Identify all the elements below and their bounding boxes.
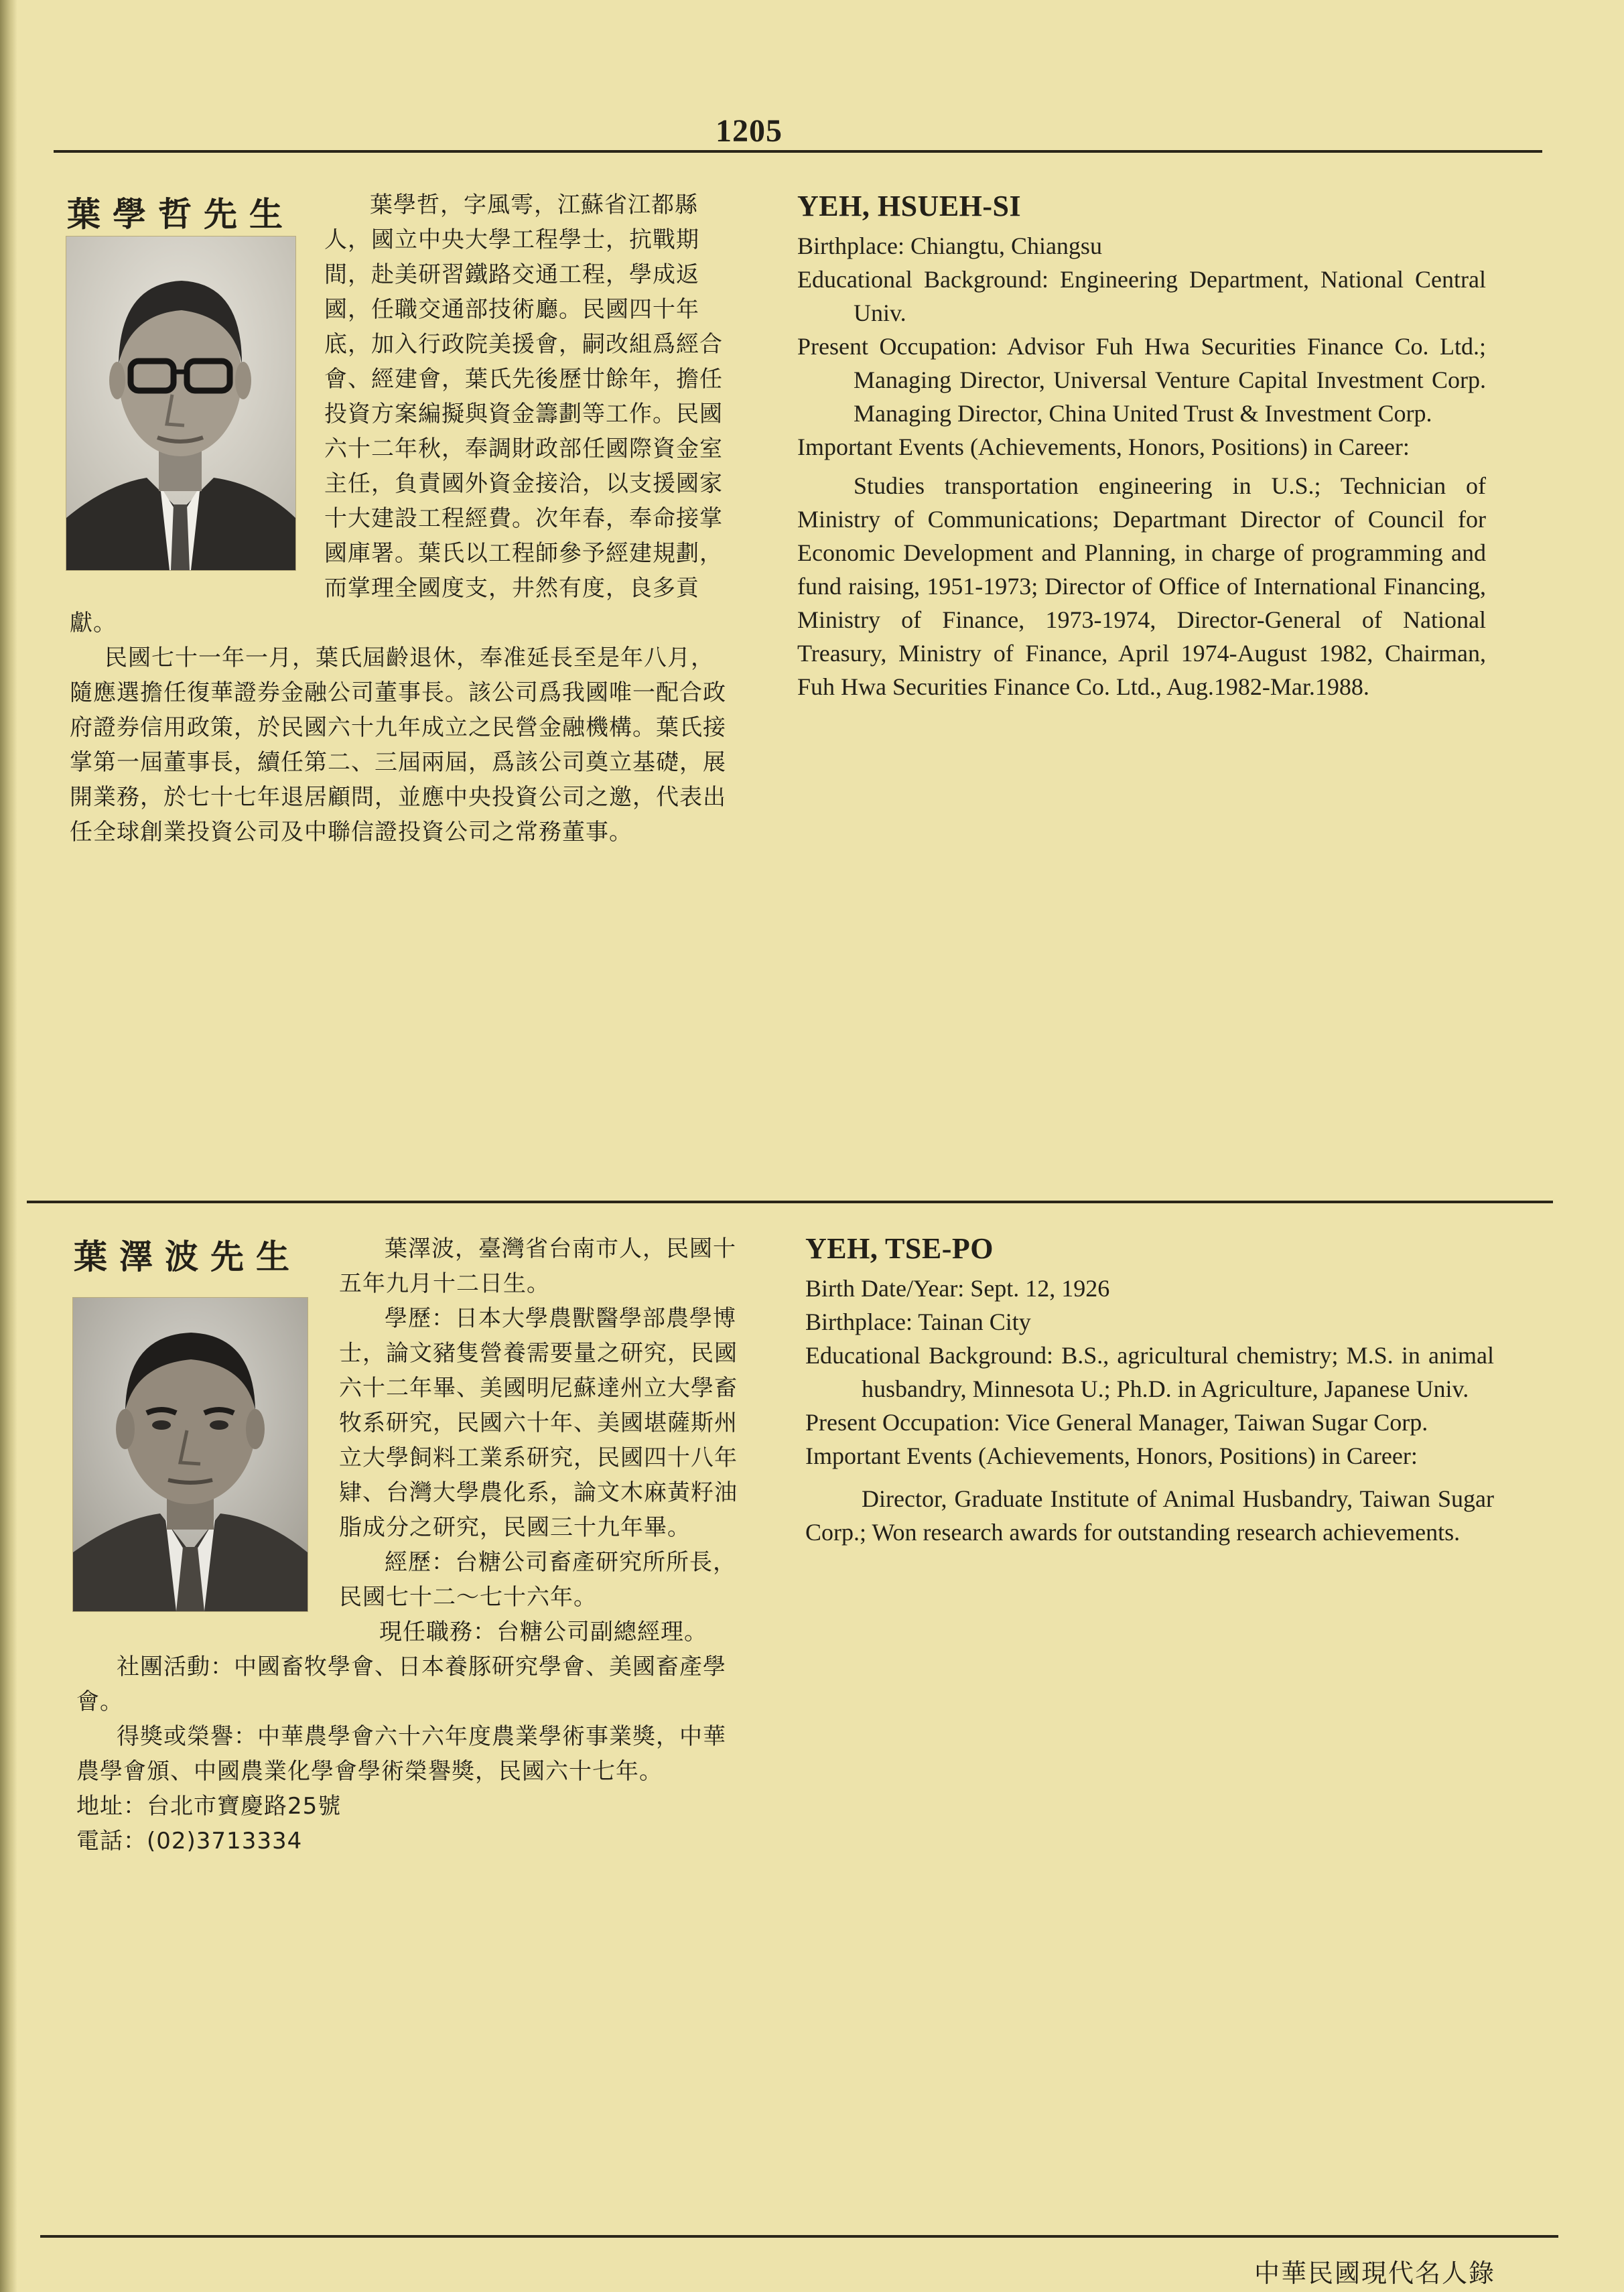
entry-1-name-cn: 葉學哲先生 [67,194,295,234]
entry-1-bio-para-2: 民國七十一年一月，葉氏屆齡退休，奉准延長至是年八月，隨應選擔任復華證券金融公司董事長。該公司爲我國唯一配合政府證券信用政策，於民國六十九年成立之民營金融機構。葉氏接掌第一屆董事長，續任第二、三屆兩屆，爲該公司奠立基礎，展開業務，於七十七年退居顧問，並應中央投資公司之邀，代表出任全球創業投資公司及中聯信證投資公司之常務董事。 [70,645,726,846]
entry-2-education: Educational Background: B.S., agricultural chemistry; M.S. in animal husbandry, Minnesota U.; Ph.D. in Agriculture, Japanese Univ. [805,1342,1494,1402]
entry-1-events: Studies transportation engineering in U.S.; Technician of Ministry of Communications; Departmant Director of Council for Economic Development and Planning, in charge of programming and fund raising, 1951-1973; Director of Office of International Financing, Ministry of Finance, 1973-1974, Director-General of National Treasury, Ministry of Finance, April 1974-August 1982, Chairman, Fuh Hwa Securities Finance Co. Ltd., Aug.1982-Mar.1988. [797,472,1486,700]
entry-2-address-cn: 地址：台北市寶慶路25號 [76,1793,342,1820]
entry-1-bio-para-1: 葉學哲，字風雩，江蘇省江都縣人，國立中央大學工程學士，抗戰期間，赴美研習鐵路交通工程，學成返國，任職交通部技術廳。民國四十年底，加入行政院美援會，嗣改組爲經合會、經建會，葉氏先後歷廿餘年，擔任投資方案編擬與資金籌劃等工作。民國六十二年秋，奉調財政部任國際資金室主任，負責國外資金接洽，以支援國家十大建設工程經費。次年春，奉命接掌國庫署。葉氏以工程師參予經建規劃，而掌理全國度支，井然有度，良多貢獻。 [70,192,723,636]
entry-2-name-cn: 葉澤波先生 [74,1237,301,1276]
entry-2-events: Director, Graduate Institute of Animal Husbandry, Taiwan Sugar Corp.; Won research awards for outstanding research achievements. [805,1485,1494,1546]
page-number: 1205 [716,113,783,149]
entry-2-awards-cn: 得獎或榮譽：中華農學會六十六年度農業學術事業獎，中華農學會頒、中國農業化學會學術榮譽獎，民國六十七年。 [76,1723,726,1785]
entry-2-occupation: Present Occupation: Vice General Manager, Taiwan Sugar Corp. [805,1409,1428,1436]
entry-divider [27,1201,1553,1203]
entry-1-events-heading: Important Events (Achievements, Honors, Positions) in Career: [797,433,1410,460]
entry-1-occupation: Present Occupation: Advisor Fuh Hwa Securities Finance Co. Ltd.; Managing Director, Universal Venture Capital Investment Corp. Managing Director, China United Trust & Investment Corp. [797,333,1486,427]
entry-1-bio-cn [70,188,737,850]
entry-1-name-en: YEH, HSUEH-SI [797,190,1022,222]
entry-1-birthplace: Birthplace: Chiangtu, Chiangsu [797,232,1102,259]
entry-2-birthplace: Birthplace: Tainan City [805,1308,1031,1335]
entry-2-education-cn: 學歷：日本大學農獸醫學部農學博士，論文豬隻營養需要量之研究，民國六十二年畢、美國明尼蘇達州立大學畜牧系研究，民國六十年、美國堪薩斯州立大學飼料工業系研究，民國四十八年肄、台灣大學農化系，論文木麻黃籽油脂成分之研究，民國三十九年畢。 [339,1305,738,1541]
entry-2-activities-cn: 社團活動：中國畜牧學會、日本養豚研究學會、美國畜產學會。 [76,1654,726,1715]
header-rule [54,150,1542,153]
entry-2-experience-cn: 經歷：台糖公司畜產研究所所長，民國七十二～七十六年。 [339,1549,736,1611]
entry-2-bio-cn [76,1231,744,1859]
entry-1-english [797,188,1486,703]
footer-rule [40,2235,1558,2238]
entry-1-education: Educational Background: Engineering Department, National Central Univ. [797,266,1486,326]
entry-2-position-cn: 現任職務：台糖公司副總經理。 [379,1619,707,1645]
entry-2-birthdate: Birth Date/Year: Sept. 12, 1926 [805,1275,1110,1302]
book-gutter [0,0,17,2292]
entry-2-events-heading: Important Events (Achievements, Honors, Positions) in Career: [805,1442,1418,1469]
book-title-footer: 中華民國現代名人錄 [1254,2259,1496,2288]
entry-2-english [805,1230,1494,1549]
entry-2-phone-cn: 電話：(02)3713334 [76,1828,303,1855]
entry-2-name-en: YEH, TSE-PO [805,1232,994,1265]
entry-2-bio-intro: 葉澤波，臺灣省台南市人，民國十五年九月十二日生。 [339,1235,736,1297]
